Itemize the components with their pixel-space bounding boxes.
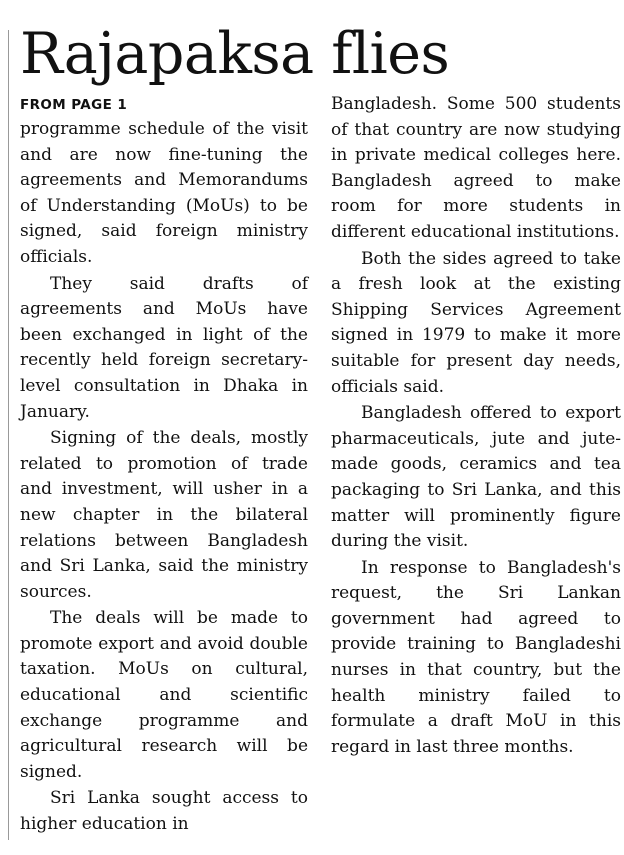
paragraph: Signing of the deals, mostly related to promotion of trade and investment, will usher in a new chapter in the bilateral relations between Bangladesh and Sri Lanka, said the ministry sources. [20, 428, 308, 602]
paragraph: In response to Bangladesh's request, the Sri Lankan government had agreed to provide training to Bangladeshi nurses in that country, but the health ministry failed to formulate a draft MoU in this regard in last three months. [331, 557, 621, 757]
paragraph: They said drafts of agreements and MoUs have been exchanged in light of the recently held foreign secretary-level consultation in Dhaka in January. [20, 273, 308, 422]
paragraph: Sri Lanka sought access to higher education in [20, 788, 308, 835]
paragraph: Bangladesh offered to export pharmaceuticals, jute and jute-made goods, ceramics and tea packaging to Sri Lanka, and this matter will prominently figure during the visit. [331, 403, 621, 552]
column-rule [8, 30, 9, 840]
headline: Rajapaksa flies [20, 21, 450, 87]
right-column [331, 92, 621, 760]
left-column [20, 117, 308, 838]
paragraph: Both the sides agreed to take a fresh look at the existing Shipping Services Agreement signed in 1979 to make it more suitable for present day needs, officials said. [331, 248, 621, 397]
paragraph: The deals will be made to promote export and avoid double taxation. MoUs on cultural, educational and scientific exchange programme and agricultural research will be signed. [20, 608, 308, 782]
paragraph: programme schedule of the visit and are now fine-tuning the agreements and Memorandums of Understanding (MoUs) to be signed, said foreign ministry officials. [20, 119, 308, 267]
continued-from-label: FROM PAGE 1 [20, 97, 128, 113]
paragraph: Bangladesh. Some 500 students of that country are now studying in private medical colleges here. Bangladesh agreed to make room for more students in different educational institutions. [331, 94, 621, 242]
